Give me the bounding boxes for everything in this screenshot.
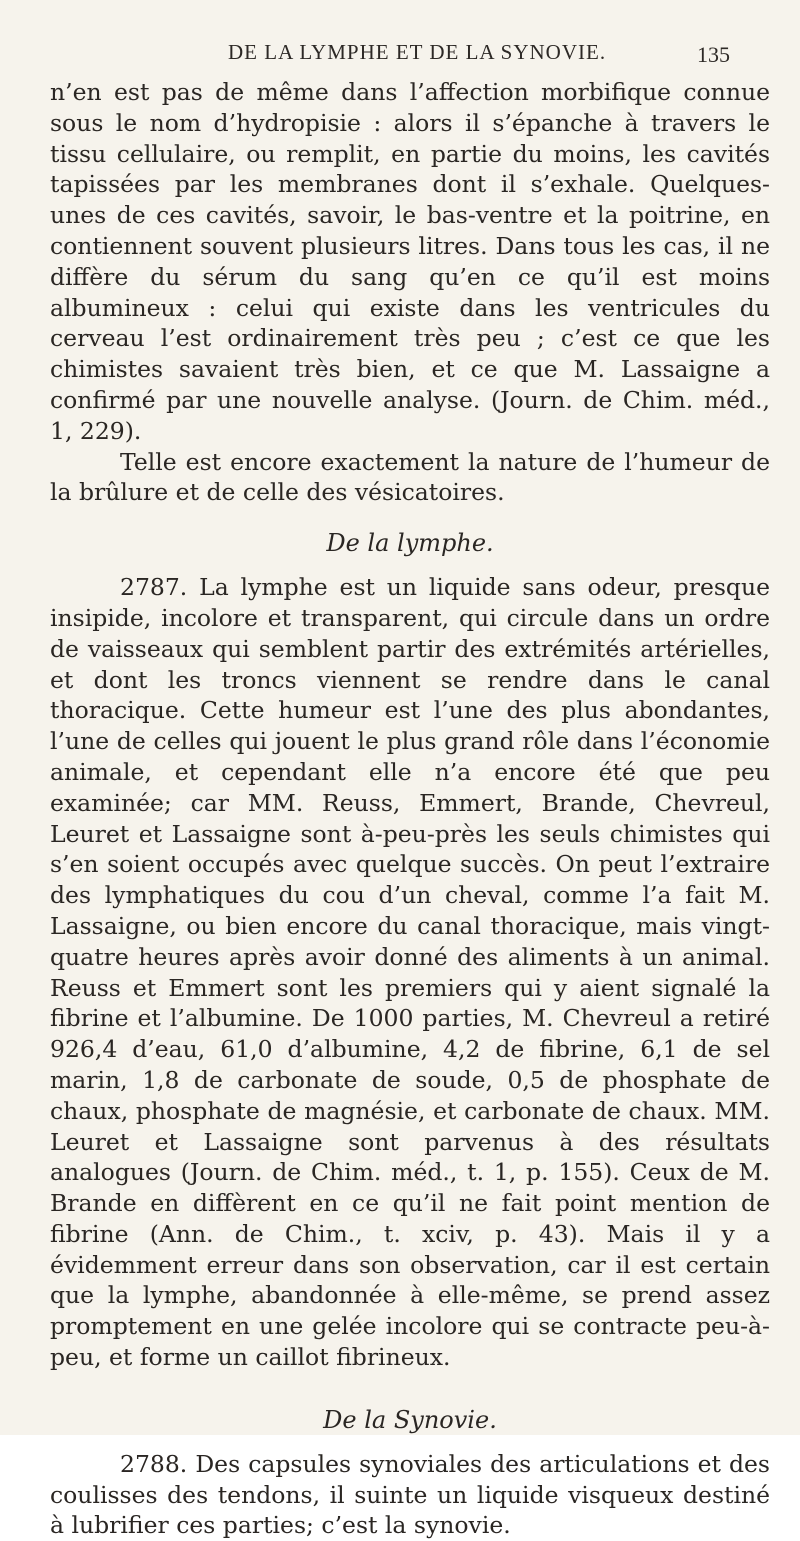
running-head: DE LA LYMPHE ET DE LA SYNOVIE. [228, 40, 607, 64]
paragraph-2787: 2787. La lymphe est un liquide sans odeur, presque insipide, incolore et transparent, qui circule dans un ordre de vaisseaux qui semblent partir des extrémités artérielles, et dont les troncs viennent se rendre dans le canal thoracique. Cette humeur est l’une des plus abondantes, l’une de celles qui jouent le plus grand rôle dans l’économie animale, et cependant elle n’a encore été que peu examinée; car MM. Reuss, Emmert, Brande, Chevreul, Leuret et Lassaigne sont à-peu-près les seuls chimistes qui s’en soient occupés avec quelque succès. On peut l’extraire des lymphatiques du cou d’un cheval, comme l’a fait M. Lassaigne, ou bien encore du canal thoracique, mais vingt-quatre heures après avoir donné des aliments à un animal. Reuss et Emmert sont les premiers qui y aient signalé la fibrine et l’albumine. De 1000 parties, M. Chevreul a retiré 926,4 d’eau, 61,0 d’albumine, 4,2 de fibrine, 6,1 de sel marin, 1,8 de carbonate de soude, 0,5 de phosphate de chaux, phosphate de magnésie, et carbonate de chaux. MM. Leuret et Lassaigne sont parvenus à des résultats analogues (Journ. de Chim. méd., t. 1, p. 155). Ceux de M. Brande en diffèrent en ce qu’il ne fait point mention de fibrine (Ann. de Chim., t. xciv, p. 43). Mais il y a évidemment erreur dans son observation, car il est certain que la lymphe, abandonnée à elle-même, se prend assez promptement en une gelée incolore qui se contracte peu-à-peu, et forme un caillot fibrineux. [50, 573, 770, 1372]
paragraph-2788: 2788. Des capsules synoviales des articulations et des coulisses des tendons, il suinte un liquide visqueux destiné à lubrifier ces parties; c’est la synovie. [50, 1449, 770, 1540]
section-heading-lymphe: De la lymphe. [326, 529, 494, 558]
paragraph-hydropisie: n’en est pas de même dans l’affection morbifique connue sous le nom d’hydropisie : alors il s’épanche à travers le tissu cellulaire, ou remplit, en partie du moins, les cavités tapissées par les membranes dont il s’exhale. Quelques-unes de ces cavités, savoir, le bas-ventre et la poitrine, en contiennent souvent plusieurs litres. Dans tous les cas, il ne diffère du sérum du sang qu’en ce qu’il est moins albumineux : celui qui existe dans les ventricules du cerveau l’est ordinairement très peu ; c’est ce que les chimistes savaient très bien, et ce que M. Lassaigne a confirmé par une nouvelle analyse. (Journ. de Chim. méd., 1, 229). [50, 78, 770, 445]
page-number: 135 [697, 42, 730, 67]
body-text [50, 77, 770, 1541]
section-heading-synovie: De la Synovie. [323, 1405, 497, 1434]
paragraph-brulure: Telle est encore exactement la nature de l’humeur de la brûlure et de celle des vésicatoires. [50, 447, 770, 507]
